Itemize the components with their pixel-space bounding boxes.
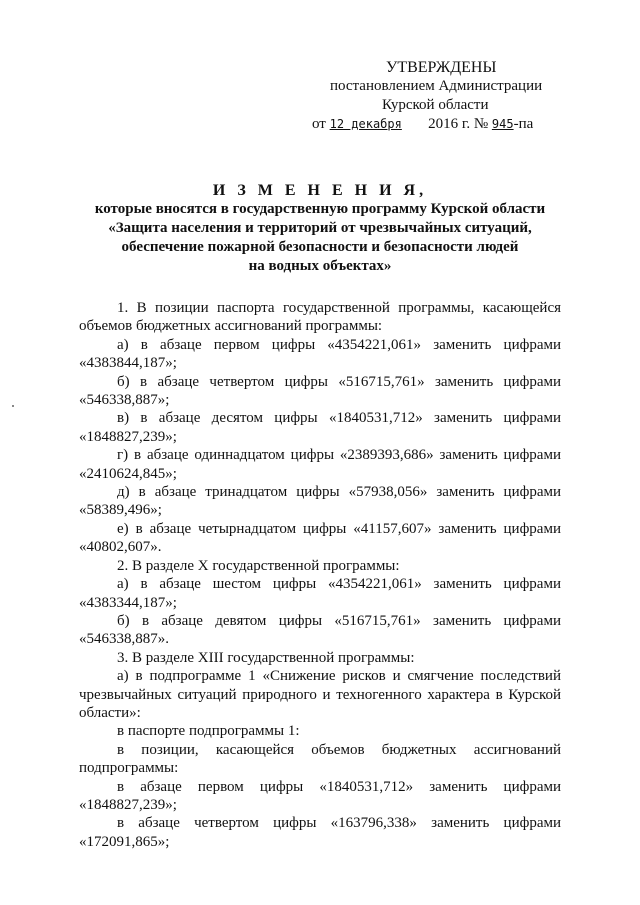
scan-artifact: [12, 405, 14, 407]
paragraph-continuation: объемов бюджетных ассигнований программы:: [79, 318, 383, 335]
paragraph-line: в абзаце четвертом цифры «163796,338» заменить цифрами: [117, 815, 561, 832]
document-body: [79, 299, 561, 851]
heading-line-4: на водных объектах»: [248, 258, 392, 274]
paragraph-line: в) в абзаце десятом цифры «1840531,712» заменить цифрами: [117, 410, 561, 427]
paragraph-continuation: «40802,607».: [79, 539, 162, 556]
paragraph-line: в абзаце первом цифры «1840531,712» заменить цифрами: [117, 778, 561, 795]
paragraph-line: в паспорте подпрограммы 1:: [117, 723, 300, 740]
approval-issuer: постановлением Администрации: [330, 78, 543, 94]
approval-date-line: [312, 115, 600, 134]
approval-region: Курской области: [382, 97, 489, 113]
paragraph-line: г) в абзаце одиннадцатом цифры «2389393,686» заменить цифрами: [117, 447, 561, 464]
number-suffix: -па: [513, 116, 534, 132]
paragraph-line: е) в абзаце четырнадцатом цифры «41157,607» заменить цифрами: [117, 520, 561, 537]
heading-line-1: которые вносятся в государственную программу Курской области: [94, 201, 546, 217]
paragraph-line: д) в абзаце тринадцатом цифры «57938,056» заменить цифрами: [117, 484, 561, 501]
approval-stamp: [300, 58, 600, 134]
paragraph-line: б) в абзаце девятом цифры «516715,761» заменить цифрами: [117, 612, 561, 629]
paragraph-continuation: «4383344,187»;: [79, 594, 177, 611]
paragraph-line: а) в абзаце первом цифры «4354221,061» заменить цифрами: [117, 336, 561, 353]
year-number-label: 2016 г. №: [428, 116, 489, 132]
paragraph-continuation: «1848827,239»;: [79, 428, 177, 445]
heading-line-2: «Защита населения и территорий от чрезвычайных ситуаций,: [108, 220, 532, 236]
paragraph-line: в позиции, касающейся объемов бюджетных ассигнований: [117, 741, 561, 758]
paragraph-continuation: подпрограммы:: [79, 760, 179, 777]
date-prefix: от: [312, 116, 326, 132]
paragraph-continuation: «546338,887»;: [79, 392, 170, 409]
paragraph-continuation: «2410624,845»;: [79, 465, 177, 482]
date-value: 12 декабря: [329, 117, 402, 131]
paragraph-continuation: «172091,865»;: [79, 833, 170, 850]
paragraph-line: 2. В разделе X государственной программы:: [117, 557, 400, 574]
heading-title: И З М Е Н Е Н И Я,: [212, 182, 428, 199]
paragraph-continuation: «546338,887».: [79, 631, 169, 648]
paragraph-continuation: «58389,496»;: [79, 502, 162, 519]
document-number: 945: [491, 117, 514, 131]
paragraph-line: б) в абзаце четвертом цифры «516715,761» заменить цифрами: [117, 373, 561, 390]
heading-line-3: обеспечение пожарной безопасности и безопасности людей: [121, 239, 519, 255]
document-heading: [60, 181, 580, 276]
paragraph-line: 1. В позиции паспорта государственной программы, касающейся: [117, 300, 561, 316]
approval-title: УТВЕРЖДЕНЫ: [386, 59, 497, 76]
paragraph-line: а) в абзаце шестом цифры «4354221,061» заменить цифрами: [117, 576, 561, 593]
paragraph-line: а) в подпрограмме 1 «Снижение рисков и смягчение последствий: [117, 668, 561, 685]
paragraph-continuation: «1848827,239»;: [79, 796, 177, 813]
paragraph-line: 3. В разделе XIII государственной программы:: [117, 649, 415, 666]
paragraph-continuation: «4383844,187»;: [79, 355, 177, 372]
paragraph-continuation: чрезвычайных ситуаций природного и техногенного характера в Курской: [79, 686, 561, 703]
paragraph-continuation: области»:: [79, 704, 141, 721]
